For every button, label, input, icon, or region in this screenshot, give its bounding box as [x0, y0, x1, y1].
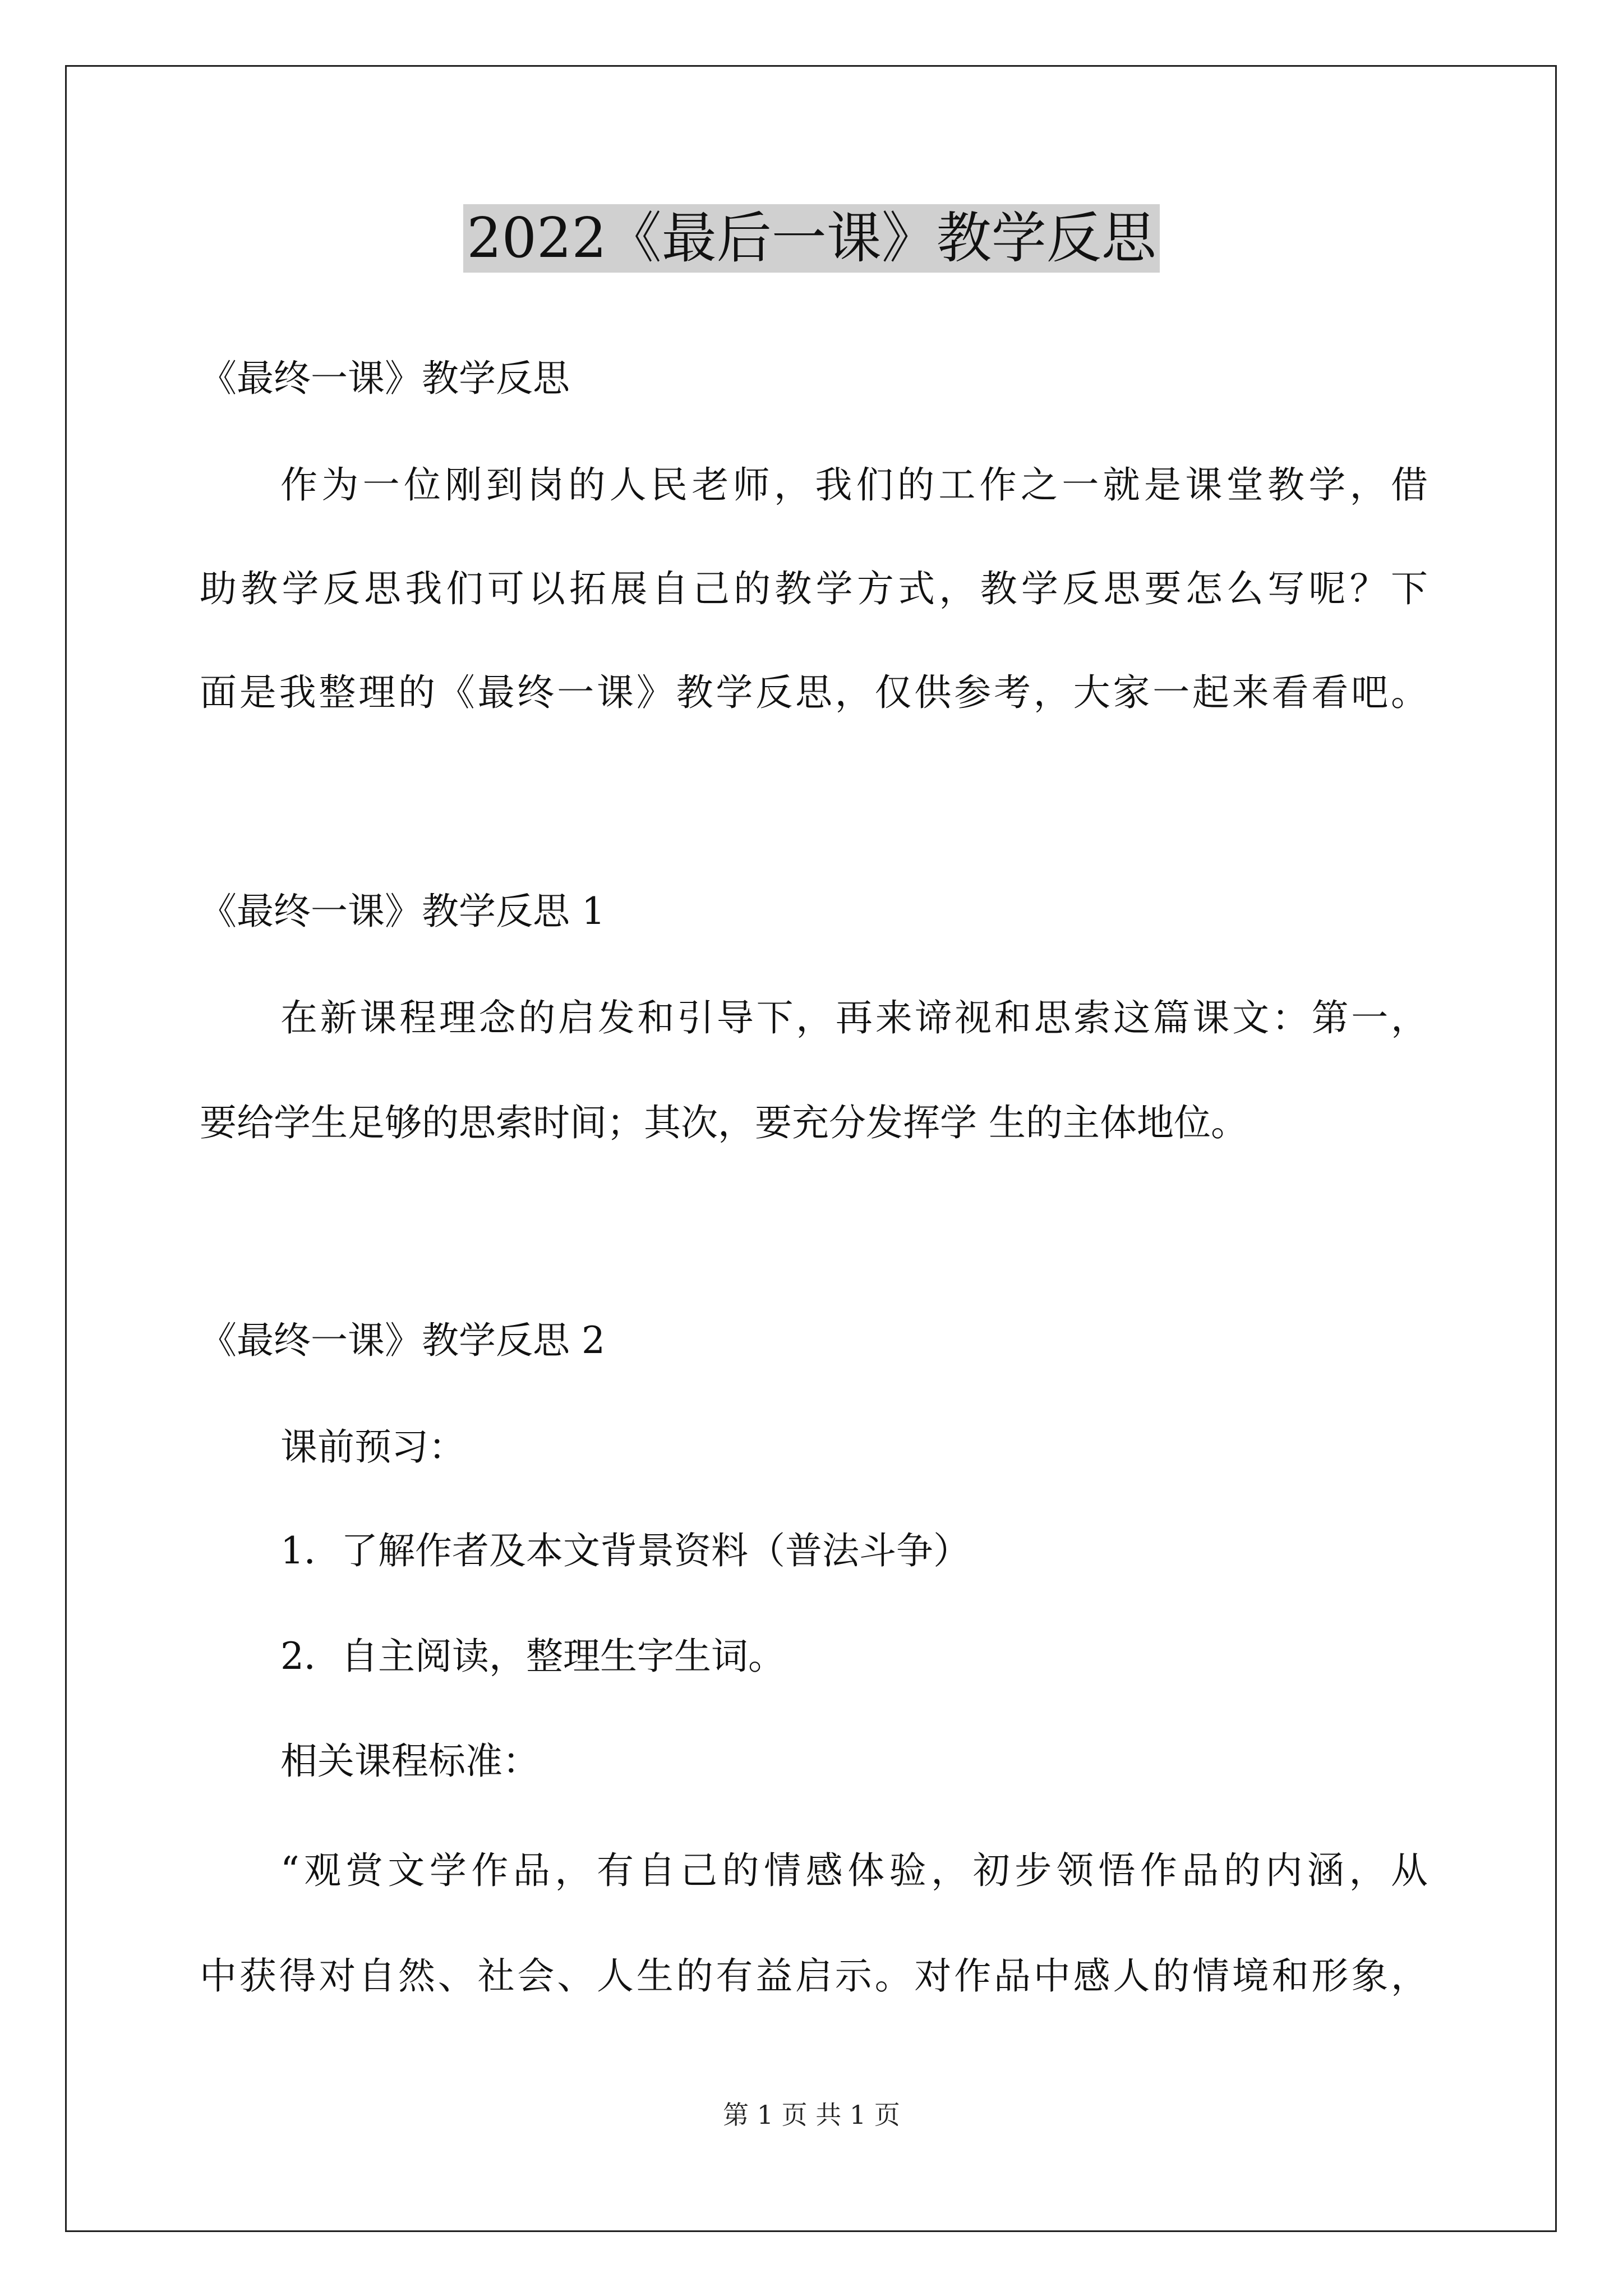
- section-1-paragraph-line-1: 在新课程理念的启发和引导下，再来谛视和思索这篇课文：第一，: [280, 996, 1428, 1039]
- intro-paragraph-line-3: 面是我整理的《最终一课》教学反思，仅供参考，大家一起来看看吧。: [200, 671, 1428, 714]
- section-2-heading: 《最终一课》教学反思 2: [200, 1319, 605, 1362]
- list-item-1: 1．了解作者及本文背景资料（普法斗争）: [280, 1529, 970, 1572]
- section-1-paragraph-line-2: 要给学生足够的思索时间；其次，要充分发挥学 生的主体地位。: [200, 1101, 1248, 1144]
- page-footer: 第 1 页 共 1 页: [723, 2100, 900, 2130]
- intro-paragraph-line-1: 作为一位刚到岗的人民老师，我们的工作之一就是课堂教学，借: [280, 463, 1428, 507]
- list-item-2: 2．自主阅读，整理生字生词。: [280, 1635, 785, 1678]
- standards-label: 相关课程标准：: [280, 1740, 540, 1783]
- preview-label: 课前预习：: [280, 1425, 465, 1469]
- document-title-text: 2022《最后一课》教学反思: [463, 204, 1159, 273]
- section-1-heading: 《最终一课》教学反思 1: [200, 890, 605, 933]
- document-title: [0, 202, 1623, 275]
- intro-heading: 《最终一课》教学反思: [200, 357, 570, 400]
- intro-paragraph-line-2: 助教学反思我们可以拓展自己的教学方式，教学反思要怎么写呢？下: [200, 567, 1428, 610]
- standards-quote-line-2: 中获得对自然、社会、人生的有益启示。对作品中感人的情境和形象，: [200, 1954, 1428, 1998]
- standards-quote-line-1: “观赏文学作品，有自己的情感体验，初步领悟作品的内涵，从: [280, 1849, 1428, 1892]
